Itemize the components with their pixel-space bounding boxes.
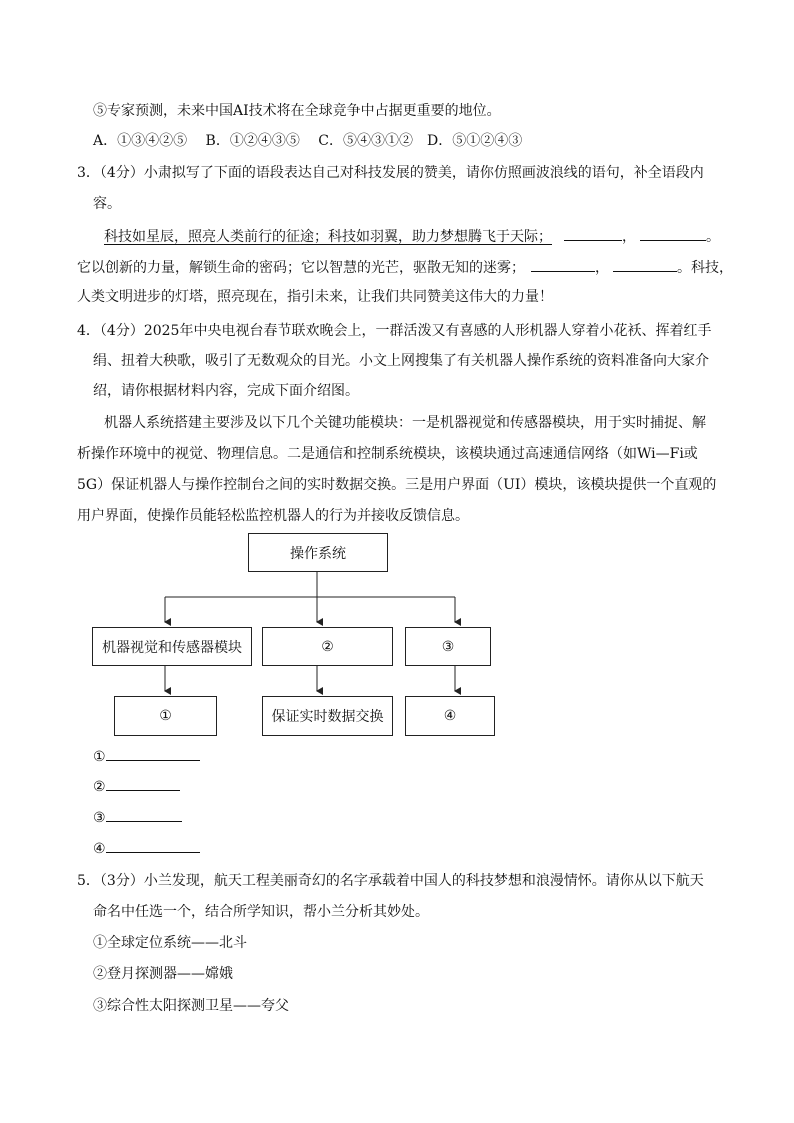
q4-answer-2 bbox=[93, 776, 180, 797]
answer-blank-3[interactable] bbox=[106, 807, 182, 822]
q3-line2-text: 它以创新的力量，解锁生命的密码；它以智慧的光芒，驱散无知的迷雾； bbox=[77, 260, 525, 276]
q3-end-1: 。 bbox=[706, 229, 720, 245]
answer-label-4: ④ bbox=[93, 841, 106, 857]
q4-stem-line3: 绍，请你根据材料内容，完成下面介绍图。 bbox=[93, 383, 359, 399]
answer-label-3: ③ bbox=[93, 810, 106, 826]
q5-stem-line2: 命名中任选一个，结合所学知识，帮小兰分析其妙处。 bbox=[93, 904, 429, 920]
q4-material-line3: 5G）保证机器人与操作控制台之间的实时数据交换。三是用户界面（UI）模块，该模块提供一个直观的 bbox=[77, 477, 717, 493]
q3-sep-2: ， bbox=[595, 260, 609, 276]
q4-material-line2: 析操作环境中的视觉、物理信息。二是通信和控制系统模块，该模块通过高速通信网络（如Wi—Fi或 bbox=[77, 446, 698, 462]
answer-label-1: ① bbox=[93, 749, 106, 765]
q5-item-1: ①全球定位系统——北斗 bbox=[93, 935, 247, 951]
diagram-box-blank-4: ④ bbox=[405, 696, 495, 736]
diagram-box-vision-sensor: 机器视觉和传感器模块 bbox=[92, 627, 252, 666]
diagram-root-box: 操作系统 bbox=[248, 533, 388, 572]
answer-blank-4[interactable] bbox=[106, 838, 200, 853]
q4-material-line1: 机器人系统搭建主要涉及以下几个关键功能模块：一是机器视觉和传感器模块，用于实时捕捉、解 bbox=[104, 415, 706, 431]
q4-stem-line2: 绢、扭着大秧歌，吸引了无数观众的目光。小文上网搜集了有关机器人操作系统的资料准备向大家介 bbox=[93, 353, 709, 369]
diagram-box-blank-1: ① bbox=[114, 696, 217, 736]
q4-answer-3 bbox=[93, 807, 182, 828]
q3-wavy-sentence: 科技如星辰，照亮人类前行的征途；科技如羽翼，助力梦想腾飞于天际； bbox=[104, 229, 552, 245]
q5-stem-line1: 5．（3分）小兰发现，航天工程美丽奇幻的名字承载着中国人的科技梦想和浪漫情怀。请你从以下航天 bbox=[77, 873, 704, 889]
diagram-box-data-exchange: 保证实时数据交换 bbox=[262, 696, 393, 736]
diagram-box-blank-3: ③ bbox=[405, 627, 491, 666]
answer-blank-1[interactable] bbox=[106, 746, 200, 761]
q5-item-2: ②登月探测器——嫦娥 bbox=[93, 966, 233, 982]
q3-end-2: 。科技， bbox=[677, 260, 733, 276]
q5-item-3: ③综合性太阳探测卫星——夸父 bbox=[93, 998, 289, 1014]
q3-stem-line2: 容。 bbox=[93, 196, 121, 212]
q2-item5: ⑤专家预测，未来中国AI技术将在全球竞争中占据更重要的地位。 bbox=[93, 103, 501, 119]
diagram-box-blank-2: ② bbox=[262, 627, 393, 666]
q4-answer-4 bbox=[93, 838, 200, 859]
q4-answer-1 bbox=[93, 746, 200, 767]
answer-blank-2[interactable] bbox=[106, 776, 180, 791]
q3-paragraph-line3: 人类文明进步的灯塔，照亮现在，指引未来，让我们共同赞美这伟大的力量！ bbox=[77, 289, 553, 305]
q4-material-line4: 用户界面，使操作员能轻松监控机器人的行为并接收反馈信息。 bbox=[77, 508, 469, 524]
q4-stem-line1: 4．（4分）2025年中央电视台春节联欢晚会上，一群活泼又有喜感的人形机器人穿着小花袄、挥着红手 bbox=[77, 323, 712, 339]
q3-stem-line1: 3．（4分）小肃拟写了下面的语段表达自己对科技发展的赞美，请你仿照画波浪线的语句，补全语段内 bbox=[77, 165, 704, 181]
q2-options: A．①③④②⑤ B．①②④③⑤ C．⑤④③①② D．⑤①②④③ bbox=[93, 133, 523, 149]
q3-sep-1: ， bbox=[622, 229, 636, 245]
answer-label-2: ② bbox=[93, 779, 106, 795]
